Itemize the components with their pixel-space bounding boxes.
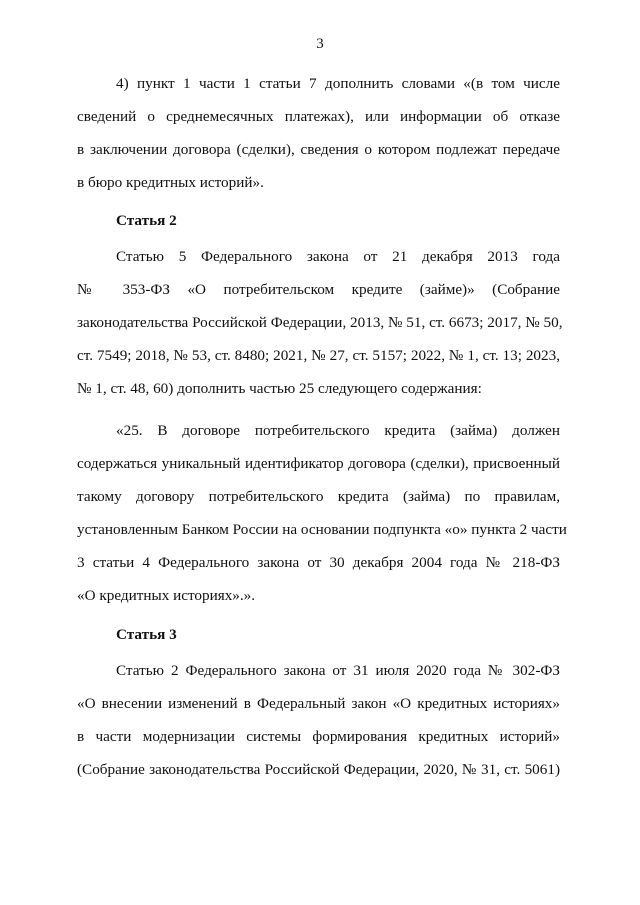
paragraph-line: «О кредитных историях».». xyxy=(77,587,256,604)
paragraph-line: № 1, ст. 48, 60) дополнить частью 25 следующего содержания: xyxy=(77,380,482,397)
paragraph-line: 3 статьи 4 Федерального закона от 30 декабря 2004 года № 218-ФЗ xyxy=(77,554,560,571)
paragraph-line: в бюро кредитных историй». xyxy=(77,174,264,191)
paragraph-line: (Собрание законодательства Российской Федерации, 2020, № 31, ст. 5061) xyxy=(77,761,560,778)
paragraph-line: Статью 5 Федерального закона от 21 декабря 2013 года xyxy=(116,248,560,265)
paragraph-line: «25. В договоре потребительского кредита (займа) должен xyxy=(116,422,560,439)
article-3-heading: Статья 3 xyxy=(116,626,177,643)
paragraph-line: Статью 2 Федерального закона от 31 июля 2020 года № 302-ФЗ xyxy=(116,662,560,679)
paragraph-line: «О внесении изменений в Федеральный закон «О кредитных историях» xyxy=(77,695,560,712)
paragraph-line: № 353-ФЗ «О потребительском кредите (займе)» (Собрание xyxy=(77,281,560,298)
paragraph-line: 4) пункт 1 части 1 статьи 7 дополнить словами «(в том числе xyxy=(116,75,560,92)
paragraph-line: в части модернизации системы формирования кредитных историй» xyxy=(77,728,560,745)
article-2-heading: Статья 2 xyxy=(116,212,177,229)
paragraph-line: содержаться уникальный идентификатор договора (сделки), присвоенный xyxy=(77,455,560,472)
paragraph-line: сведений о среднемесячных платежах), или информации об отказе xyxy=(77,108,560,125)
paragraph-line: такому договору потребительского кредита (займа) по правилам, xyxy=(77,488,560,505)
paragraph-line: установленным Банком России на основании подпункта «о» пункта 2 части xyxy=(77,521,567,538)
paragraph-line: в заключении договора (сделки), сведения о котором подлежат передаче xyxy=(77,141,560,158)
paragraph-line: ст. 7549; 2018, № 53, ст. 8480; 2021, № 27, ст. 5157; 2022, № 1, ст. 13; 2023, xyxy=(77,347,560,364)
paragraph-line: законодательства Российской Федерации, 2013, № 51, ст. 6673; 2017, № 50, xyxy=(77,314,563,331)
page-number: 3 xyxy=(316,36,324,52)
